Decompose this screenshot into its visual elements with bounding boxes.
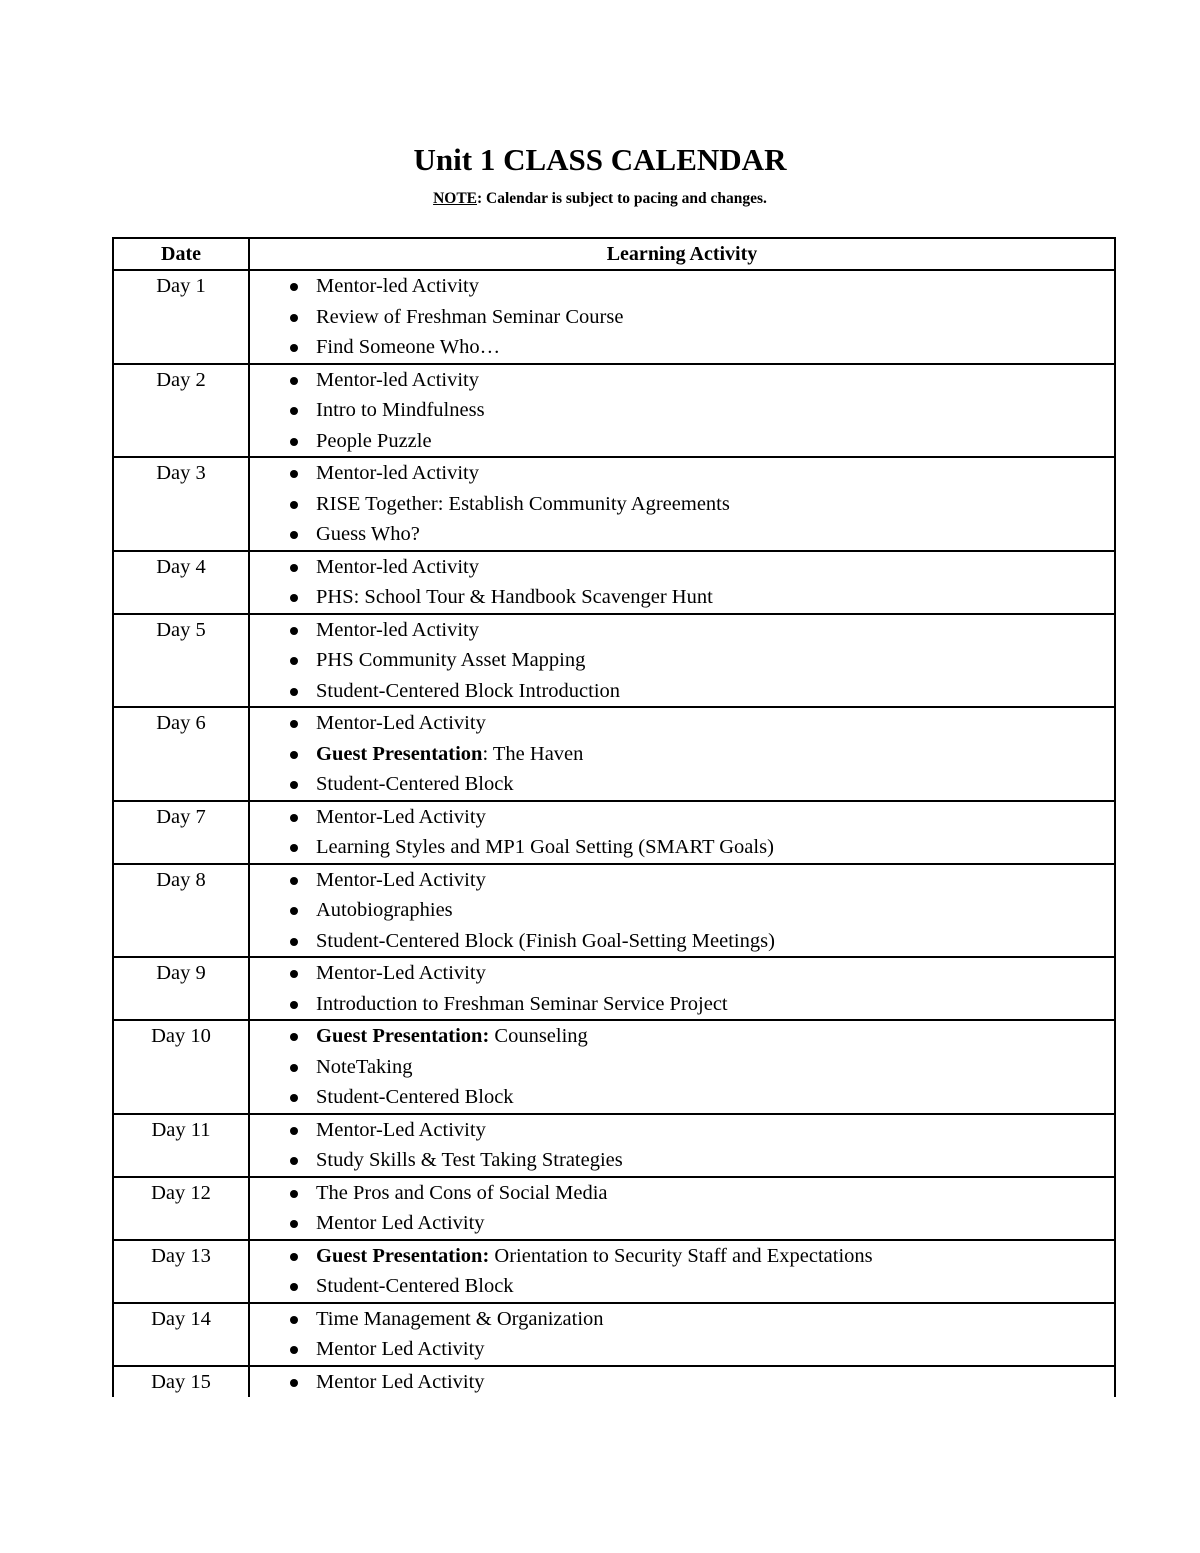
bullet-icon [290,1220,298,1228]
activity-text: PHS Community Asset Mapping [316,649,586,671]
activity-item [290,1021,1114,1052]
activity-list [250,615,1114,707]
bullet-icon [290,907,298,915]
activity-list [250,1304,1114,1365]
activity-text: Intro to Mindfulness [316,399,485,421]
activity-item [290,332,1114,363]
table-row [113,801,1115,864]
table-row [113,864,1115,958]
bullet-icon [290,844,298,852]
bullet-icon [290,720,298,728]
bullet-icon [290,1064,298,1072]
date-cell: Day 8 [113,864,249,958]
activity-item [290,1367,1114,1398]
activity-text: Mentor-led Activity [316,368,479,391]
activity-cell [249,1114,1115,1177]
activity-item [290,271,1114,302]
activity-list [250,1367,1114,1398]
activity-cell [249,801,1115,864]
date-cell: Day 1 [113,270,249,364]
activity-text: Guess Who? [316,523,420,545]
activity-item [290,1115,1114,1146]
activity-list [250,458,1114,550]
activity-item [290,958,1114,989]
table-row [113,1240,1115,1303]
activity-text: Mentor-Led Activity [316,868,486,891]
activity-text: Introduction to Freshman Seminar Service Project [316,992,728,1015]
activity-item [290,1082,1114,1113]
activity-text: Mentor-led Activity [316,275,479,297]
activity-item [290,426,1114,457]
activity-text: Find Someone Who… [316,336,501,358]
activity-cell [249,1177,1115,1240]
activity-text: Time Management & Organization [316,1307,604,1330]
activity-item [290,865,1114,896]
activity-text: Mentor Led Activity [316,1370,485,1393]
activity-item [290,552,1114,583]
date-cell: Day 9 [113,957,249,1020]
activity-item [290,769,1114,800]
table-row [113,1177,1115,1240]
date-cell: Day 12 [113,1177,249,1240]
activity-list [250,271,1114,363]
activity-text: Mentor-Led Activity [316,962,486,984]
bullet-icon [290,1033,298,1041]
activity-text: Mentor-led Activity [316,462,479,484]
bullet-icon [290,501,298,509]
activity-list [250,552,1114,613]
activity-item [290,1145,1114,1176]
activity-cell [249,1020,1115,1114]
activity-text: The Pros and Cons of Social Media [316,1181,608,1204]
activity-text: Mentor-led Activity [316,555,479,578]
table-row [113,1366,1115,1398]
date-cell: Day 4 [113,551,249,614]
activity-item [290,458,1114,489]
note-label: NOTE [433,190,477,207]
activity-cell [249,614,1115,708]
date-cell: Day 5 [113,614,249,708]
table-row [113,957,1115,1020]
table-header-row [113,238,1115,270]
date-cell: Day 10 [113,1020,249,1114]
table-row [113,270,1115,364]
activity-cell [249,1303,1115,1366]
bullet-icon [290,438,298,446]
activity-text: Student-Centered Block (Finish Goal-Setting Meetings) [316,929,775,952]
calendar-table [112,237,1116,1397]
activity-cell [249,364,1115,458]
activity-text: PHS: School Tour & Handbook Scavenger Hunt [316,586,713,608]
date-cell: Day 14 [113,1303,249,1366]
activity-item [290,489,1114,520]
activity-item [290,895,1114,926]
activity-item [290,615,1114,646]
table-row [113,364,1115,458]
activity-cell [249,1240,1115,1303]
activity-list [250,365,1114,457]
activity-text: Student-Centered Block [316,1086,514,1108]
bullet-icon [290,1253,298,1261]
activity-cell [249,551,1115,614]
note-text: : Calendar is subject to pacing and changes. [477,190,767,207]
activity-item [290,1271,1114,1302]
activity-list [250,1178,1114,1239]
activity-emphasis: Guest Presentation [316,742,483,765]
activity-list [250,865,1114,957]
activity-item [290,645,1114,676]
activity-item [290,926,1114,957]
activity-item [290,832,1114,863]
bullet-icon [290,1127,298,1135]
activity-list [250,1115,1114,1176]
activity-list [250,802,1114,863]
activity-text: Mentor-Led Activity [316,1118,486,1141]
activity-item [290,1334,1114,1365]
activity-cell [249,1366,1115,1398]
bullet-icon [290,688,298,696]
bullet-icon [290,877,298,885]
activity-text: Learning Styles and MP1 Goal Setting (SMART Goals) [316,836,774,858]
bullet-icon [290,1190,298,1198]
activity-item [290,582,1114,613]
bullet-icon [290,314,298,322]
table-row [113,1303,1115,1366]
table-row [113,551,1115,614]
bullet-icon [290,283,298,291]
bullet-icon [290,594,298,602]
bullet-icon [290,657,298,665]
activity-text: Study Skills & Test Taking Strategies [316,1149,623,1171]
bullet-icon [290,970,298,978]
activity-text: NoteTaking [316,1055,413,1078]
date-cell: Day 3 [113,457,249,551]
date-cell: Day 15 [113,1366,249,1398]
activity-text: Mentor Led Activity [316,1212,485,1234]
bullet-icon [290,344,298,352]
activity-item [290,802,1114,833]
activity-text: Orientation to Security Staff and Expectations [489,1244,873,1267]
bullet-icon [290,377,298,385]
activity-text: Counseling [489,1025,588,1047]
activity-text: People Puzzle [316,429,432,452]
date-cell: Day 13 [113,1240,249,1303]
bullet-icon [290,814,298,822]
activity-text: Student-Centered Block Introduction [316,679,621,702]
calendar-note [0,189,1200,209]
activity-text: Autobiographies [316,899,453,921]
activity-emphasis: Guest Presentation: [316,1244,490,1267]
activity-text: Mentor-Led Activity [316,805,486,828]
date-cell: Day 11 [113,1114,249,1177]
activity-cell [249,864,1115,958]
activity-text: Student-Centered Block [316,773,514,795]
bullet-icon [290,1157,298,1165]
activity-cell [249,957,1115,1020]
activity-text: RISE Together: Establish Community Agreements [316,492,730,515]
activity-item [290,1178,1114,1209]
activity-item [290,1241,1114,1272]
activity-item [290,395,1114,426]
activity-list [250,708,1114,800]
activity-item [290,302,1114,333]
activity-text: Mentor-Led Activity [316,712,486,734]
activity-item [290,676,1114,707]
activity-cell [249,457,1115,551]
activity-text: Mentor-led Activity [316,618,479,641]
table-row [113,707,1115,801]
date-cell: Day 2 [113,364,249,458]
bullet-icon [290,470,298,478]
page-title: Unit 1 CLASS CALENDAR [413,142,787,177]
activity-item [290,739,1114,770]
activity-list [250,1241,1114,1302]
activity-item [290,519,1114,550]
bullet-icon [290,781,298,789]
bullet-icon [290,627,298,635]
activity-item [290,708,1114,739]
activity-item [290,1304,1114,1335]
table-row [113,457,1115,551]
bullet-icon [290,531,298,539]
bullet-icon [290,751,298,759]
bullet-icon [290,1316,298,1324]
bullet-icon [290,1094,298,1102]
activity-cell [249,707,1115,801]
activity-text: : The Haven [482,742,584,765]
activity-cell [249,270,1115,364]
activity-column-header: Learning Activity [249,238,1115,270]
activity-list [250,1021,1114,1113]
activity-item [290,1052,1114,1083]
activity-list [250,958,1114,1019]
table-row [113,1020,1115,1114]
table-row [113,1114,1115,1177]
activity-item [290,1208,1114,1239]
bullet-icon [290,1283,298,1291]
bullet-icon [290,1379,298,1387]
table-row [113,614,1115,708]
bullet-icon [290,938,298,946]
calendar-body [113,270,1115,1397]
activity-text: Student-Centered Block [316,1275,514,1297]
date-cell: Day 7 [113,801,249,864]
activity-item [290,989,1114,1020]
date-cell: Day 6 [113,707,249,801]
activity-text: Review of Freshman Seminar Course [316,305,624,328]
activity-item [290,365,1114,396]
activity-emphasis: Guest Presentation: [316,1025,490,1047]
bullet-icon [290,1001,298,1009]
activity-text: Mentor Led Activity [316,1338,485,1360]
bullet-icon [290,407,298,415]
bullet-icon [290,564,298,572]
date-column-header: Date [113,238,249,270]
bullet-icon [290,1346,298,1354]
